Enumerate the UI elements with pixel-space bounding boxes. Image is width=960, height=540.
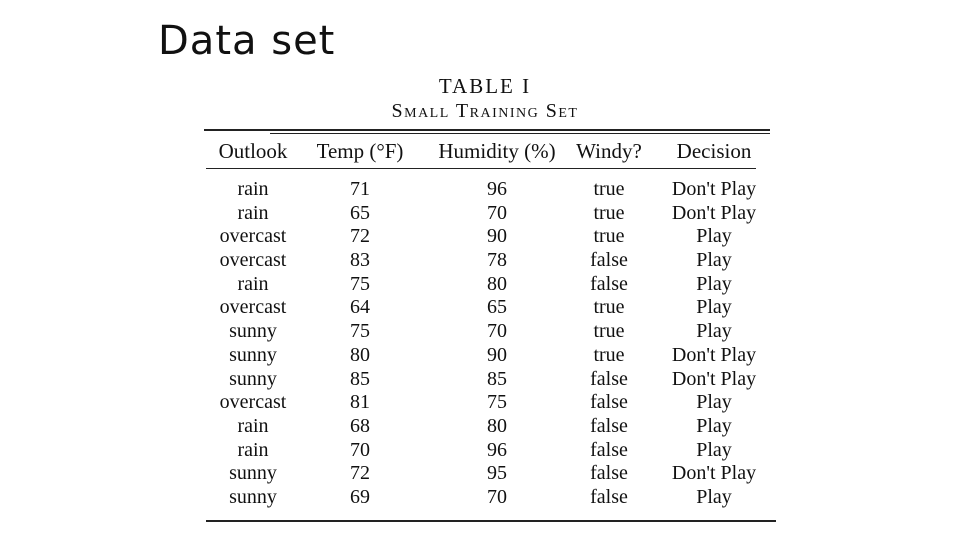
cell-outlook: overcast <box>219 391 287 414</box>
table-row <box>204 249 770 273</box>
cell-outlook: rain <box>237 178 269 200</box>
cell-temp: 70 <box>350 438 370 461</box>
cell-windy: true <box>593 343 625 366</box>
cell-humidity: 90 <box>487 225 507 248</box>
cell-temp: 65 <box>350 201 370 224</box>
cell-humidity: 78 <box>487 249 507 272</box>
slide-title: Data set <box>158 18 336 64</box>
cell-decision: Play <box>696 225 732 248</box>
cell-humidity: 96 <box>487 438 507 461</box>
cell-windy: false <box>590 485 628 508</box>
cell-humidity: 70 <box>487 485 507 508</box>
table-caption: Small Training Set <box>391 100 579 122</box>
cell-decision: Play <box>696 296 732 319</box>
cell-decision: Don't Play <box>671 343 757 366</box>
table-body <box>204 178 770 510</box>
cell-humidity: 85 <box>487 367 507 390</box>
cell-decision: Play <box>696 485 732 508</box>
table-row <box>204 178 770 202</box>
cell-windy: false <box>590 462 628 485</box>
cell-outlook: overcast <box>219 225 287 248</box>
cell-windy: false <box>590 367 628 390</box>
cell-decision: Don't Play <box>671 462 757 485</box>
cell-decision: Play <box>696 272 732 295</box>
cell-outlook: rain <box>237 438 269 461</box>
cell-humidity: 75 <box>487 391 507 414</box>
cell-outlook: overcast <box>219 249 287 272</box>
cell-decision: Don't Play <box>671 201 757 224</box>
cell-decision: Don't Play <box>671 178 757 200</box>
cell-decision: Play <box>696 249 732 272</box>
cell-outlook: sunny <box>229 367 277 390</box>
cell-windy: true <box>593 296 625 319</box>
table-row <box>204 296 770 320</box>
cell-windy: false <box>590 391 628 414</box>
cell-temp: 69 <box>350 485 370 508</box>
column-header-humidity: Humidity (%) <box>438 139 556 163</box>
cell-windy: false <box>590 249 628 272</box>
cell-humidity: 80 <box>487 414 507 437</box>
cell-humidity: 95 <box>487 462 507 485</box>
cell-windy: true <box>593 201 625 224</box>
cell-humidity: 96 <box>487 178 507 200</box>
table-top-rule-secondary <box>270 133 770 134</box>
table-row <box>204 391 770 415</box>
cell-outlook: sunny <box>229 343 277 366</box>
cell-outlook: overcast <box>219 296 287 319</box>
cell-outlook: rain <box>237 201 269 224</box>
table-header-rule <box>206 168 756 169</box>
table-row <box>204 320 770 344</box>
table-row <box>204 415 770 439</box>
cell-outlook: rain <box>237 414 269 437</box>
table-row <box>204 202 770 226</box>
cell-decision: Play <box>696 438 732 461</box>
cell-humidity: 65 <box>487 296 507 319</box>
cell-outlook: sunny <box>229 320 277 343</box>
cell-decision: Play <box>696 320 732 343</box>
table-row <box>204 225 770 249</box>
cell-windy: true <box>593 225 625 248</box>
cell-temp: 71 <box>350 178 370 200</box>
cell-temp: 80 <box>350 343 370 366</box>
cell-windy: false <box>590 272 628 295</box>
cell-humidity: 70 <box>487 320 507 343</box>
cell-humidity: 70 <box>487 201 507 224</box>
cell-decision: Play <box>696 391 732 414</box>
table-row <box>204 368 770 392</box>
cell-outlook: rain <box>237 272 269 295</box>
column-header-outlook: Outlook <box>218 139 288 163</box>
cell-temp: 68 <box>350 414 370 437</box>
cell-temp: 83 <box>350 249 370 272</box>
table-row <box>204 344 770 368</box>
cell-windy: false <box>590 414 628 437</box>
cell-temp: 64 <box>350 296 370 319</box>
cell-windy: true <box>593 320 625 343</box>
cell-temp: 75 <box>350 272 370 295</box>
cell-humidity: 80 <box>487 272 507 295</box>
cell-windy: true <box>593 178 625 200</box>
table-header-row <box>204 139 770 165</box>
table-row <box>204 462 770 486</box>
cell-temp: 72 <box>350 225 370 248</box>
column-header-temp: Temp (°F) <box>316 139 404 163</box>
cell-temp: 75 <box>350 320 370 343</box>
table-top-rule <box>204 129 770 131</box>
cell-windy: false <box>590 438 628 461</box>
cell-decision: Don't Play <box>671 367 757 390</box>
cell-temp: 72 <box>350 462 370 485</box>
table-number: TABLE I <box>438 74 532 98</box>
cell-temp: 81 <box>350 391 370 414</box>
cell-decision: Play <box>696 414 732 437</box>
column-header-windy: Windy? <box>576 139 642 163</box>
table-row <box>204 439 770 463</box>
cell-outlook: sunny <box>229 462 277 485</box>
table-row <box>204 273 770 297</box>
column-header-decision: Decision <box>676 139 752 163</box>
cell-temp: 85 <box>350 367 370 390</box>
cell-outlook: sunny <box>229 485 277 508</box>
table-bottom-rule <box>206 520 776 522</box>
table-row <box>204 486 770 510</box>
cell-humidity: 90 <box>487 343 507 366</box>
